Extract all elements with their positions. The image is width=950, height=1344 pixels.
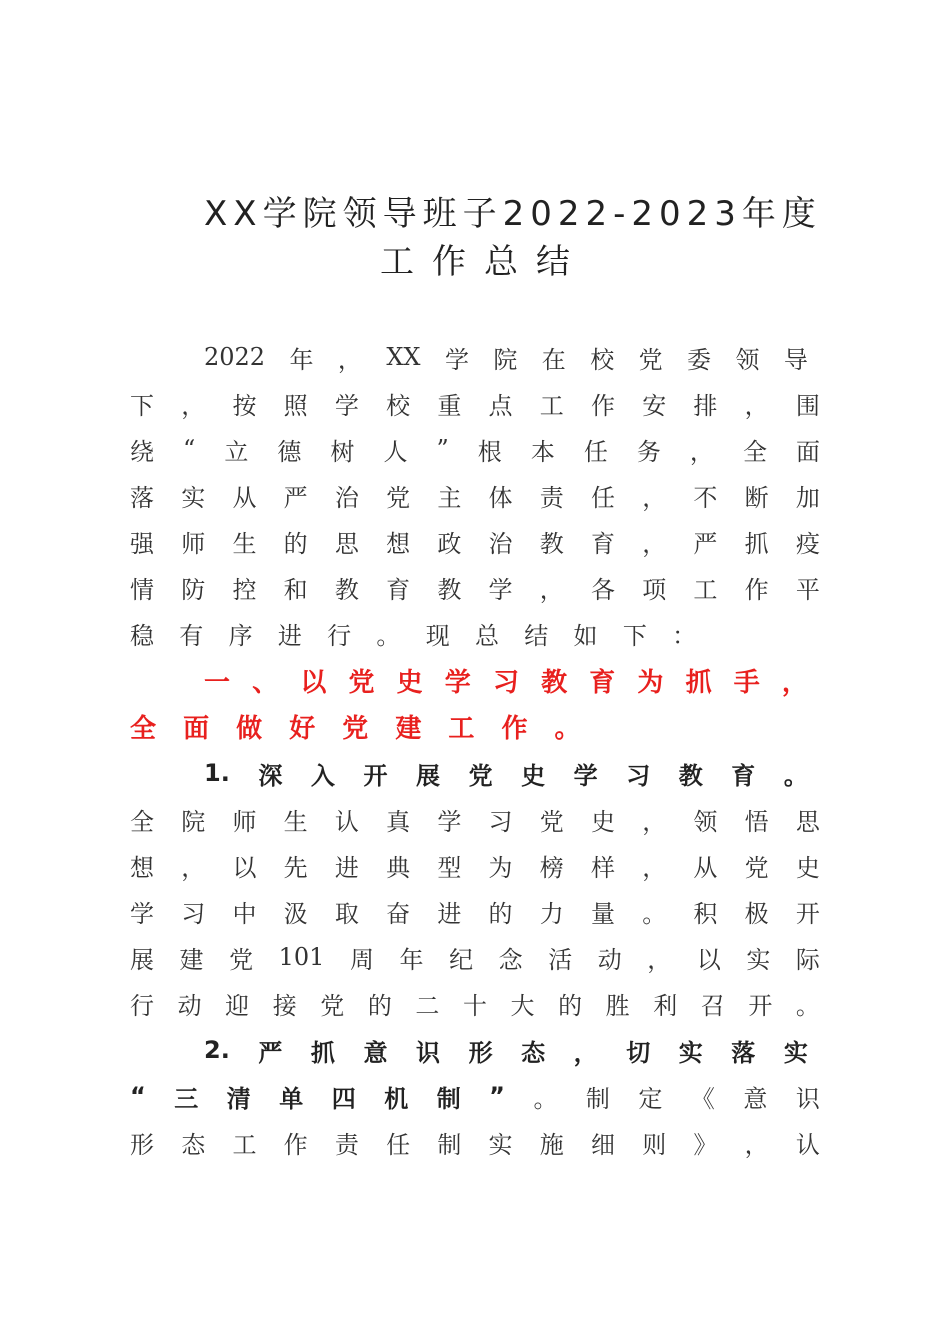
body-line: 学 习 中 汲 取 奋 进 的 力 量 。 积 极 开 [130,899,820,928]
body-line: 2. 严 抓 意 识 形 态 ， 切 实 落 实 [204,1036,808,1067]
body-line: 2022 年 ， XX 学 院 在 校 党 委 领 导 [204,343,808,374]
body-line: 行 动 迎 接 党 的 二 十 大 的 胜 利 召 开 。 [130,991,820,1020]
body-line: 1. 深 入 开 展 党 史 学 习 教 育 。 [204,759,808,790]
body-line: 想 ， 以 先 进 典 型 为 榜 样 ， 从 党 史 [130,853,820,882]
body-line: 全 面 做 好 党 建 工 作 。 [130,713,581,744]
body-line: 一 、 以 党 史 学 习 教 育 为 抓 手 ， [204,667,808,698]
body-line: 绕 “ 立 德 树 人 ” 根 本 任 务 ， 全 面 [130,435,820,466]
body-line: 强 师 生 的 思 想 政 治 教 育 ， 严 抓 疫 [130,529,820,558]
body-line: 情 防 控 和 教 育 教 学 ， 各 项 工 作 平 [130,575,820,604]
body-line: “ 三 清 单 四 机 制 ” 。 制 定 《 意 识 [130,1082,820,1113]
body-line: 全 院 师 生 认 真 学 习 党 史 ， 领 悟 思 [130,807,820,836]
body-line: 形 态 工 作 责 任 制 实 施 细 则 》 ， 认 [130,1130,820,1159]
body-line: 展 建 党 101 周 年 纪 念 活 动 ， 以 实 际 [130,943,820,974]
body-line: 下 ， 按 照 学 校 重 点 工 作 安 排 ， 围 [130,391,820,420]
body-line: 落 实 从 严 治 党 主 体 责 任 ， 不 断 加 [130,483,820,512]
document-title-line-2: 工作总结 [380,242,588,282]
document-title-line-1: XX学院领导班子2022-2023年度 [204,194,822,234]
body-line: 稳 有 序 进 行 。 现 总 结 如 下 ： [130,621,697,650]
